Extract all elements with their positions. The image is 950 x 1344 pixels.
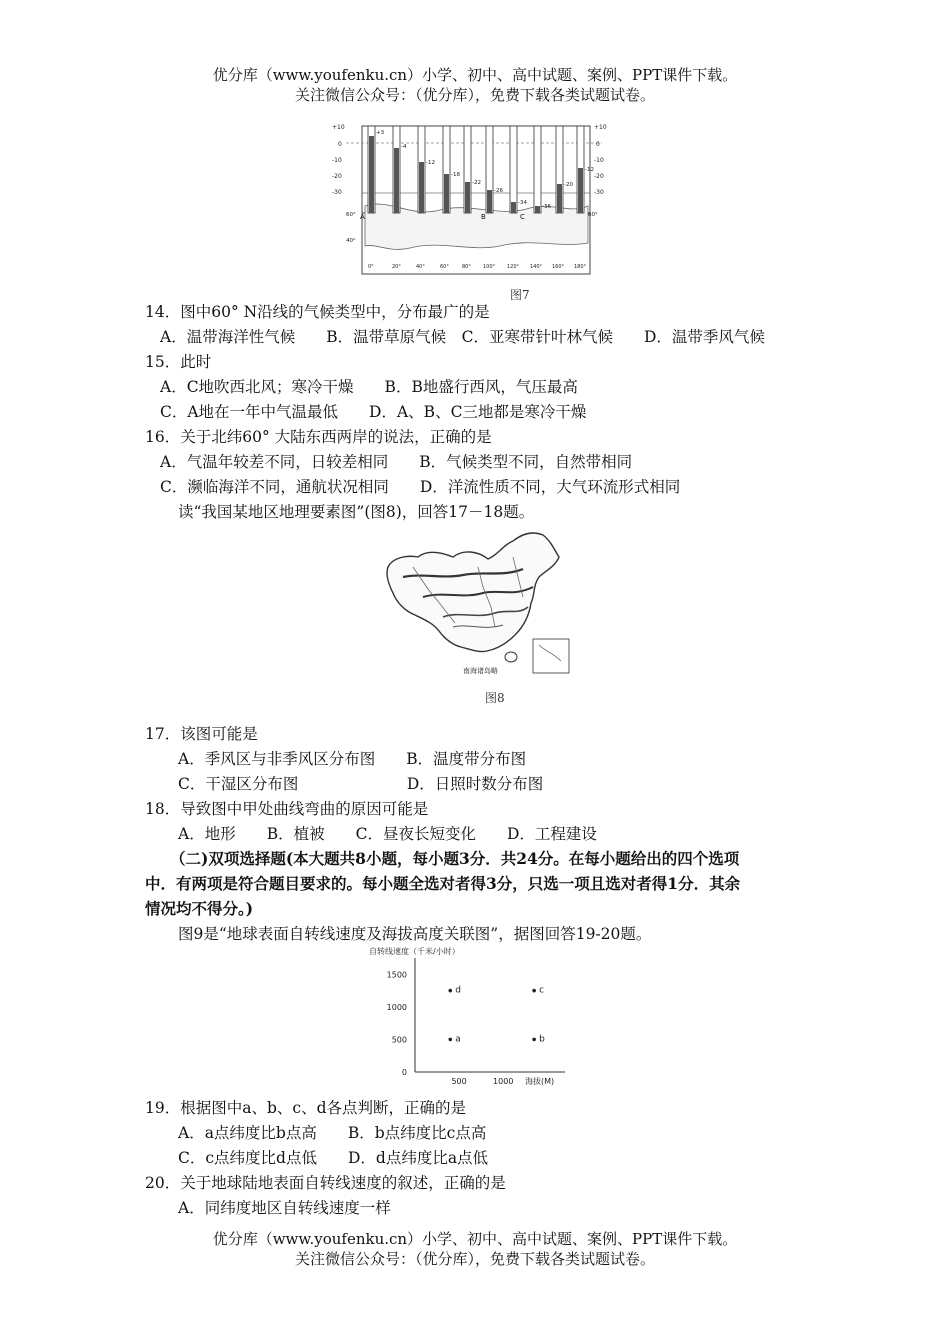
q17-options-1: A．季风区与非季风区分布图 B．温度带分布图 xyxy=(178,750,527,768)
q15-options-1: A．C地吹西北风；寒冷干燥 B．B地盛行西风，气压最高 xyxy=(160,378,578,396)
fig7-bar-value: -12 xyxy=(585,167,594,173)
fig9-point-label-a: a xyxy=(455,1034,461,1045)
fig9-xtick: 500 xyxy=(451,1077,467,1086)
fig9-point-label-b: b xyxy=(539,1034,545,1045)
fig7-lon: 120° xyxy=(507,264,520,270)
fig7-left-tick: -30 xyxy=(332,189,342,196)
fig7-bar-value: -26 xyxy=(494,188,503,194)
fig7-left-ticks xyxy=(332,124,345,196)
fig9-xlabel: 海拔(M) xyxy=(525,1077,555,1086)
fig7-left-tick: +10 xyxy=(332,124,345,131)
fig7-point-a: A xyxy=(360,213,365,221)
q14-options: A．温带海洋性气候 B．温带草原气候 C．亚寒带针叶林气候 D．温带季风气候 xyxy=(160,328,765,346)
fig7-bar-value: -4 xyxy=(401,144,407,150)
fig7-lat-label: 60° xyxy=(346,212,356,218)
fig7-right-tick: -30 xyxy=(594,189,604,196)
q19-stem: 19．根据图中a、b、c、d各点判断，正确的是 xyxy=(145,1099,466,1117)
fig9-point-c xyxy=(532,989,536,993)
fig7-lon: 0° xyxy=(368,264,374,270)
q16-options-2: C．濒临海洋不同，通航状况相同 D．洋流性质不同，大气环流形式相同 xyxy=(160,478,681,496)
footer-line-2: 关注微信公众号：（优分库），免费下载各类试题试卷。 xyxy=(294,1250,655,1268)
figure-7-caption: 图7 xyxy=(510,288,530,302)
fig7-lon: 180° xyxy=(574,264,587,270)
header-line-2: 关注微信公众号：（优分库），免费下载各类试题试卷。 xyxy=(294,86,655,104)
fig7-bar-value: -34 xyxy=(518,200,527,206)
q18-stem: 18．导致图中甲处曲线弯曲的原因可能是 xyxy=(145,800,429,818)
fig9-point-label-d: d xyxy=(455,985,462,996)
fig9-xticks xyxy=(451,1077,513,1086)
fig9-yticks xyxy=(387,970,407,1077)
fig7-bar-value: -20 xyxy=(564,182,573,188)
intro-17-18: 读“我国某地区地理要素图”(图8)，回答17－18题。 xyxy=(178,503,535,521)
q18-options: A．地形 B．植被 C．昼夜长短变化 D．工程建设 xyxy=(178,825,597,843)
fig9-ytick: 1000 xyxy=(386,1002,407,1012)
intro-19-20: 图9是“地球表面自转线速度及海拔高度关联图”，据图回答19-20题。 xyxy=(178,925,652,943)
q20-option-a: A．同纬度地区自转线速度一样 xyxy=(178,1199,391,1217)
fig7-lon: 40° xyxy=(416,264,425,270)
fig9-point-d xyxy=(448,989,452,993)
fig7-lon: 60° xyxy=(440,264,449,270)
fig7-lon-labels xyxy=(368,264,587,270)
header-line-1: 优分库（www.youfenku.cn）小学、初中、高中试题、案例、PPT课件下载。 xyxy=(212,66,738,84)
fig9-ytick: 1500 xyxy=(386,970,407,980)
figure-8-caption: 图8 xyxy=(485,691,505,705)
fig7-right-tick: 0 xyxy=(596,141,600,148)
fig9-point-a xyxy=(448,1038,452,1042)
fig9-points xyxy=(448,986,545,1045)
fig7-left-tick: 0 xyxy=(338,141,342,148)
figure-9-svg xyxy=(365,944,575,1090)
section2-line-2: 中．有两项是符合题目要求的。每小题全选对者得3分，只选一项且选对者得1分．其余 xyxy=(145,874,741,893)
figure-7-chart xyxy=(330,118,610,278)
fig7-left-tick: -20 xyxy=(332,173,342,180)
fig9-point-label-c: c xyxy=(539,985,545,996)
fig7-bar-value: -36 xyxy=(542,204,551,210)
q17-stem: 17．该图可能是 xyxy=(145,725,258,743)
fig7-lon: 20° xyxy=(392,264,401,270)
fig7-lat-right: 60° xyxy=(588,212,598,218)
fig7-right-ticks xyxy=(594,124,607,196)
fig7-point-b: B xyxy=(481,213,486,221)
fig7-point-c: C xyxy=(520,213,525,221)
fig9-ytick: 0 xyxy=(401,1068,407,1077)
q16-stem: 16．关于北纬60° 大陆东西两岸的说法，正确的是 xyxy=(145,428,492,446)
q20-stem: 20．关于地球陆地表面自转线速度的叙述，正确的是 xyxy=(145,1174,506,1192)
china-map xyxy=(383,527,573,677)
fig7-bar-value: -18 xyxy=(451,172,460,178)
fig7-right-tick: +10 xyxy=(594,124,607,131)
fig7-bar-value: -12 xyxy=(426,160,435,166)
q19-options-2: C．c点纬度比d点低 D．d点纬度比a点低 xyxy=(178,1149,489,1167)
fig7-bar-value: +3 xyxy=(376,130,385,136)
figure-9-chart xyxy=(365,944,575,1090)
figure-7 xyxy=(330,118,610,278)
fig7-lon: 140° xyxy=(530,264,543,270)
fig7-lon: 160° xyxy=(552,264,565,270)
fig9-point-b xyxy=(532,1038,536,1042)
footer-line-1: 优分库（www.youfenku.cn）小学、初中、高中试题、案例、PPT课件下载。 xyxy=(212,1230,738,1248)
fig8-inset-label: 南海诸岛略 xyxy=(463,667,498,675)
section2-line-3: 情况均不得分。) xyxy=(145,899,254,918)
q17-options-2: C．干湿区分布图 D．日照时数分布图 xyxy=(178,775,544,793)
section2-line-1: （二)双项选择题(本大题共8小题，每小题3分．共24分。在每小题给出的四个选项 xyxy=(170,849,740,868)
fig7-lat-label: 40° xyxy=(346,238,356,244)
q15-options-2: C．A地在一年中气温最低 D．A、B、C三地都是寒冷干燥 xyxy=(160,403,587,421)
figure-8-map xyxy=(383,527,573,677)
fig7-lon: 100° xyxy=(483,264,496,270)
q19-options-1: A．a点纬度比b点高 B．b点纬度比c点高 xyxy=(178,1124,487,1142)
fig7-bar-value: -22 xyxy=(472,180,481,186)
fig7-left-tick: -10 xyxy=(332,157,342,164)
fig7-right-tick: -20 xyxy=(594,173,604,180)
q14-stem: 14．图中60° N沿线的气候类型中，分布最广的是 xyxy=(145,303,490,321)
fig7-lon: 80° xyxy=(462,264,471,270)
fig7-right-tick: -10 xyxy=(594,157,604,164)
fig9-ytick: 500 xyxy=(391,1035,407,1045)
fig7-bars xyxy=(368,126,584,213)
q15-stem: 15．此时 xyxy=(145,353,212,371)
fig9-xtick: 1000 xyxy=(493,1077,514,1086)
fig9-ylabel: 自转线速度（千米/小时） xyxy=(369,947,460,956)
q16-options-1: A．气温年较差不同，日较差相同 B．气候类型不同，自然带相同 xyxy=(160,453,633,471)
